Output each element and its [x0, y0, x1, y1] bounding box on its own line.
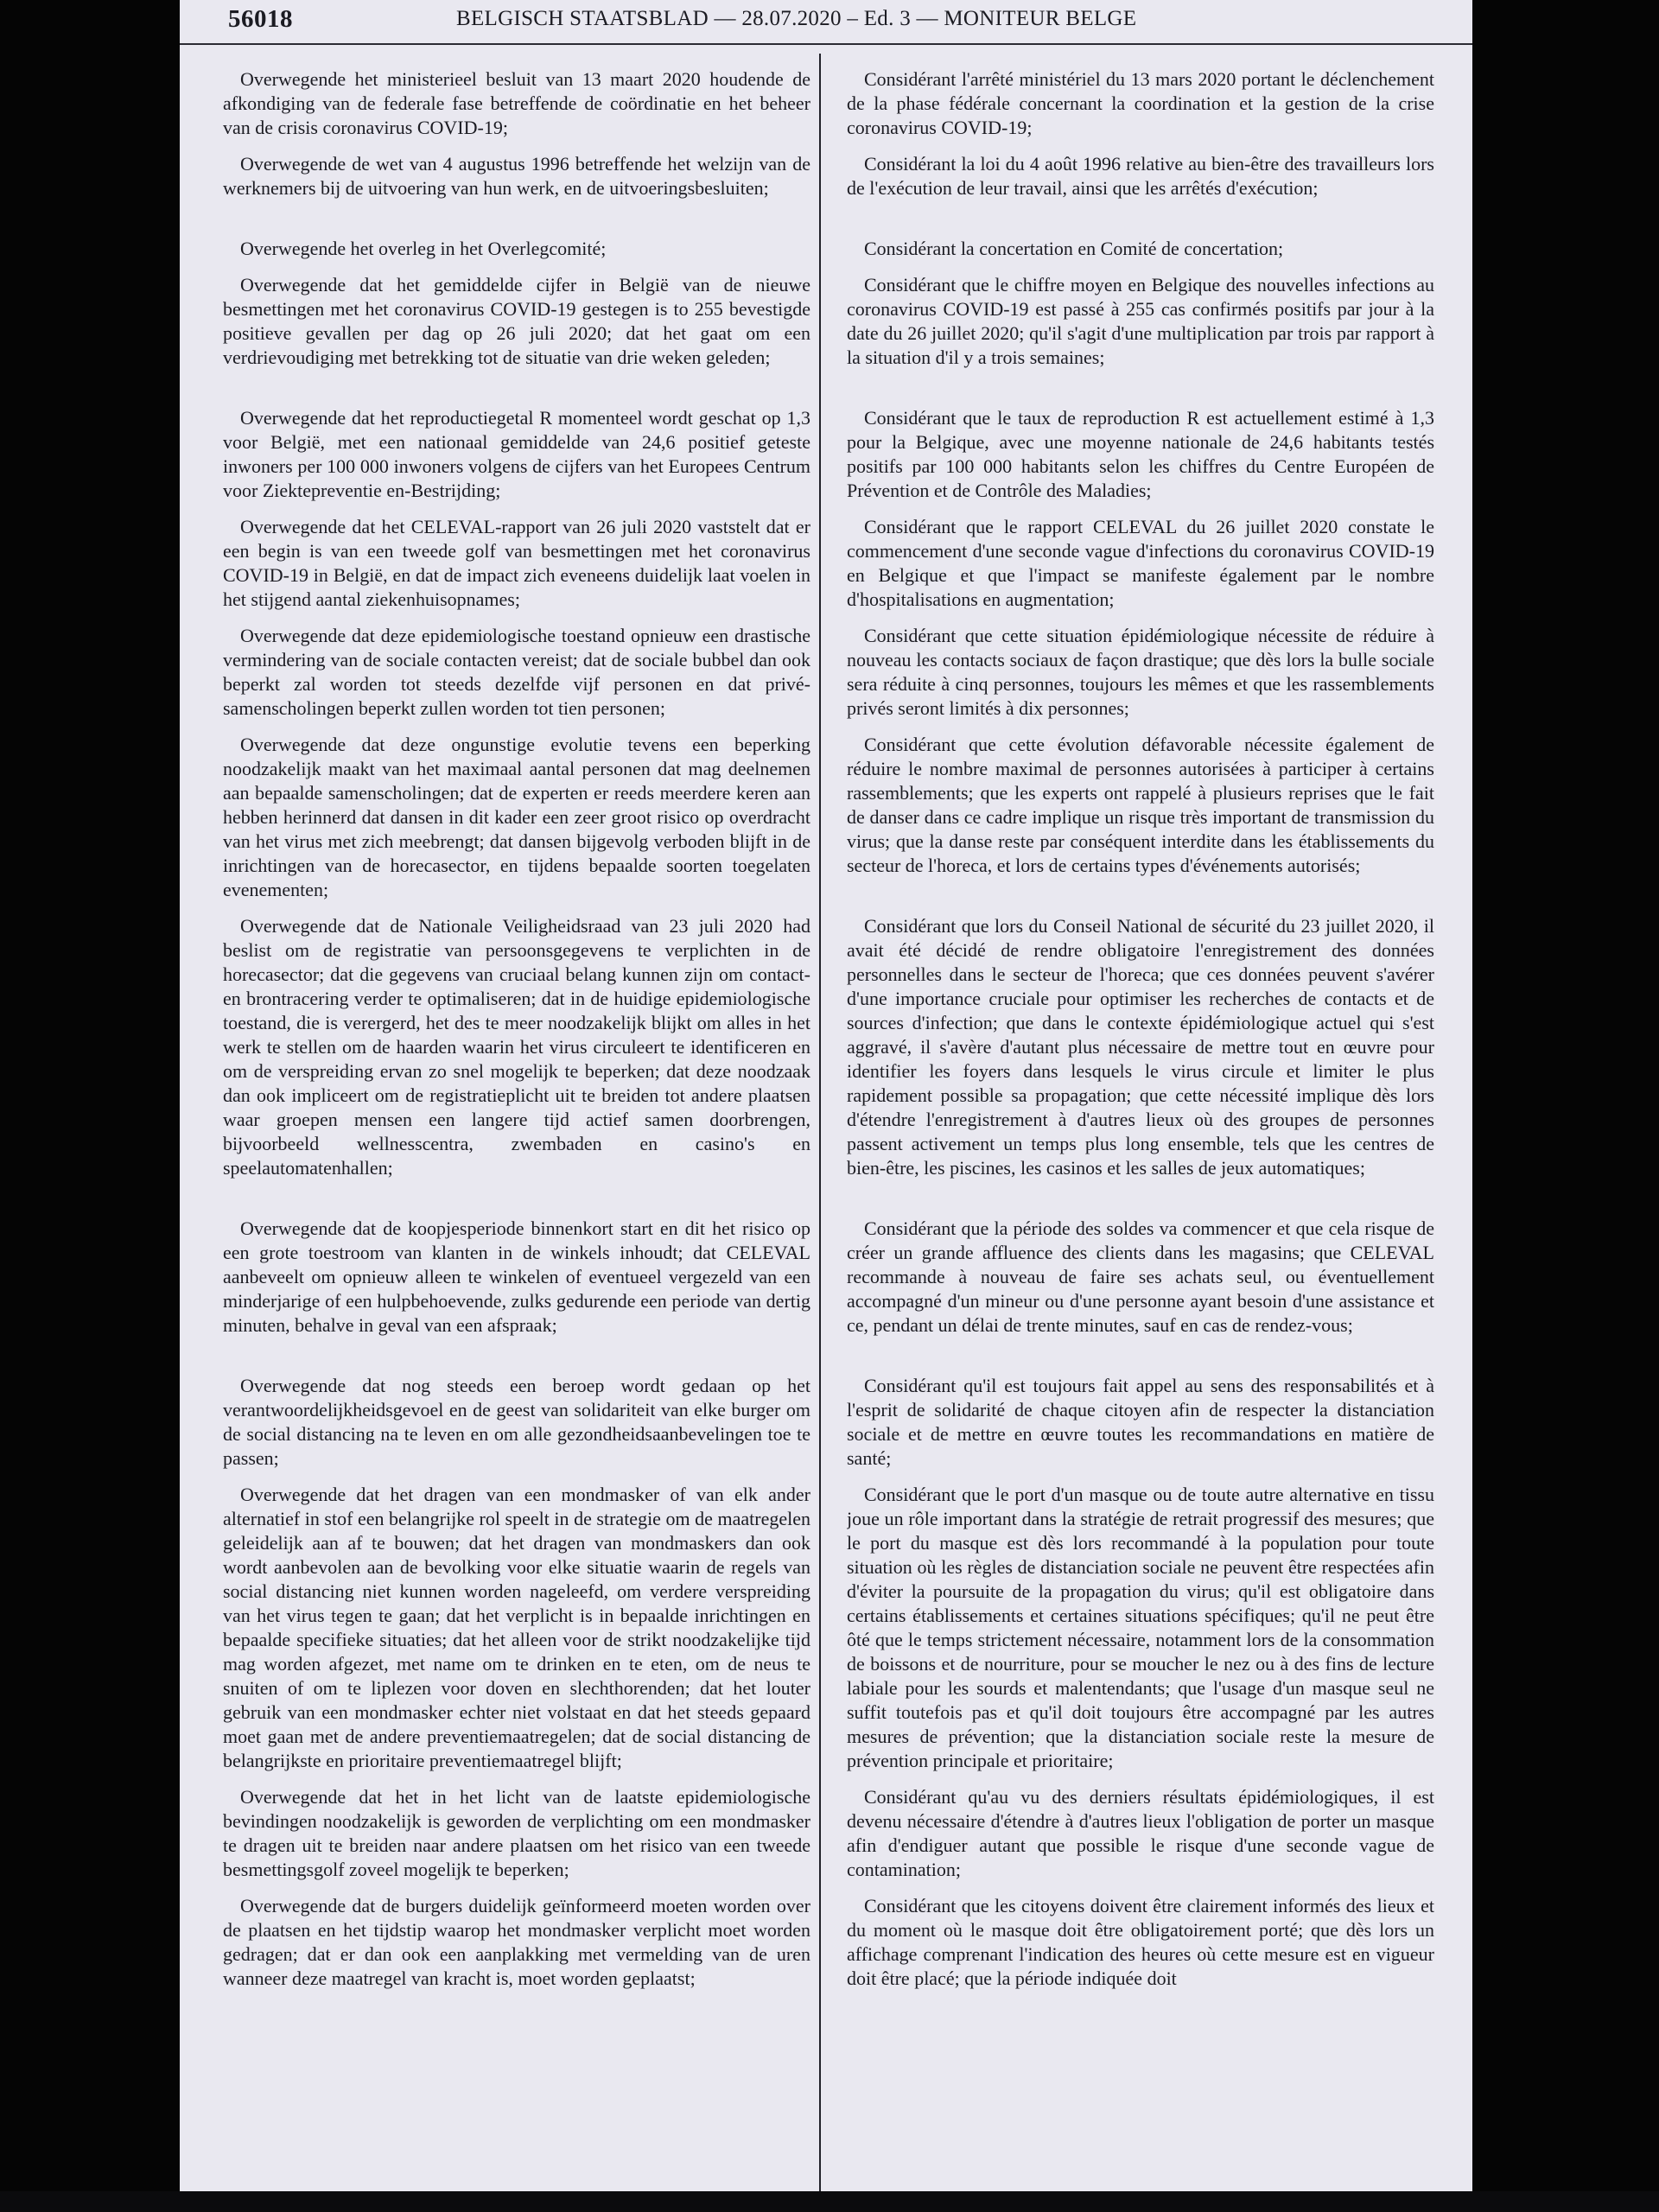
- fr-paragraph: Considérant que la période des soldes va commencer et que cela risque de créer un grande affluence des clients dans les magasins; que CELEVAL recommande à nouveau de faire ses achats seul, ou éventuellement accompagné d'un mineur ou d'une personne ayant besoin d'une assistance et ce, pendant un délai de trente minutes, sauf en cas de rendez-vous;: [847, 1217, 1434, 1336]
- fr-paragraph: Considérant qu'il est toujours fait appel au sens des responsabilités et à l'esprit de solidarité de chaque citoyen afin de respecter la distanciation sociale et de mettre en œuvre toutes les recommandations en matière de santé;: [847, 1375, 1434, 1469]
- nl-paragraph: Overwegende dat het in het licht van de laatste epidemiologische bevindingen noodzakelijk is geworden de verplichting om een mondmasker te dragen uit te breiden naar andere plaatsen om het risico van een tweede besmettingsgolf zoveel mogelijk te beperken;: [223, 1786, 810, 1880]
- fr-paragraph: Considérant que les citoyens doivent être clairement informés des lieux et du moment où le masque doit être obligatoirement porté; que dès lors un affichage comprenant l'indication des heures où cette mesure est en vigueur doit être placé; que la période indiquée doit: [847, 1895, 1434, 1989]
- nl-paragraph: Overwegende dat het CELEVAL-rapport van 26 juli 2020 vaststelt dat er een begin is van een tweede golf van besmettingen met het coronavirus COVID-19 in België, en dat de impact zich eveneens duidelijk laat voelen in het stijgend aantal ziekenhuisopnames;: [223, 516, 810, 610]
- nl-paragraph: Overwegende het ministerieel besluit van 13 maart 2020 houdende de afkondiging van de federale fase betreffende de coördinatie en het beheer van de crisis coronavirus COVID-19;: [223, 68, 810, 138]
- nl-paragraph: Overwegende dat nog steeds een beroep wordt gedaan op het verantwoordelijkheidsgevoel en de geest van solidariteit van elke burger om de social distancing na te leven en om alle gezondheidsaanbevelingen toe te passen;: [223, 1375, 810, 1469]
- nl-paragraph: Overwegende dat deze epidemiologische toestand opnieuw een drastische vermindering van de sociale contacten vereist; dat de sociale bubbel dan ook beperkt zal worden tot steeds dezelfde vijf personen en dat privé-samenscholingen beperkt zullen worden tot tien personen;: [223, 625, 810, 719]
- fr-paragraph: Considérant qu'au vu des derniers résultats épidémiologiques, il est devenu nécessaire d'étendre à d'autres lieux l'obligation de porter un masque afin d'endiguer autant que possible le risque d'une seconde vague de contamination;: [847, 1786, 1434, 1880]
- fr-paragraph: Considérant que le chiffre moyen en Belgique des nouvelles infections au coronavirus COVID-19 est passé à 255 cas confirmés positifs par jour à la date du 26 juillet 2020; qu'il s'agit d'une multiplication par trois par rapport à la situation d'il y a trois semaines;: [847, 274, 1434, 368]
- nl-paragraph: Overwegende het overleg in het Overlegcomité;: [240, 238, 607, 259]
- fr-paragraph: Considérant que le taux de reproduction R est actuellement estimé à 1,3 pour la Belgique, avec une moyenne nationale de 24,6 habitants testés positifs par 100 000 habitants selon les chiffres du Centre Européen de Prévention et de Contrôle des Maladies;: [847, 407, 1434, 501]
- fr-paragraph: Considérant que cette évolution défavorable nécessite également de réduire le nombre maximal de personnes autorisées à participer à certains rassemblements; que les experts ont rappelé à plusieurs reprises que le fait de danser dans ce cadre implique un risque très important de transmission du virus; que la danse reste par conséquent interdite dans les établissements du secteur de l'horeca, et lors de certains types d'événements autorisés;: [847, 734, 1434, 876]
- column-divider: [819, 54, 821, 2191]
- fr-paragraph: Considérant que le port d'un masque ou de toute autre alternative en tissu joue un rôle important dans la stratégie de retrait progressif des mesures; que le port du masque est dès lors recommandé à la population pour toute situation où les règles de distanciation sociale ne peuvent être respectées afin d'éviter la poursuite de la propagation du virus; qu'il est obligatoire dans certains établissements et certaines situations spécifiques; qu'il ne peut être ôté que le temps strictement nécessaire, notamment lors de la consommation de boissons et de nourriture, pour se moucher le nez ou à des fins de lecture labiale pour les sourds et malentendants; que l'usage d'un masque seul ne suffit toutefois pas et qu'il doit toujours être accompagné par les autres mesures de prévention; que la distanciation sociale reste la mesure de prévention principale et prioritaire;: [847, 1484, 1434, 1771]
- nl-paragraph: Overwegende dat de Nationale Veiligheidsraad van 23 juli 2020 had beslist om de registratie van persoonsgegevens te verplichten in de horecasector; dat die gegevens van cruciaal belang kunnen zijn om contact- en brontracering verder te optimaliseren; dat in de huidige epidemiologische toestand, die is verergerd, het des te meer noodzakelijk blijkt om alles in het werk te stellen om de haarden waarin het virus circuleert te identificeren en om de verspreiding ervan zo snel mogelijk te beperken; dat deze noodzaak dan ook impliceert om de registratieplicht uit te breiden tot andere plaatsen waar groepen mensen een langere tijd actief samen doorbrengen, bijvoorbeeld wellnesscentra, zwembaden en casino's en speelautomatenhallen;: [223, 915, 810, 1179]
- nl-paragraph: Overwegende dat de burgers duidelijk geïnformeerd moeten worden over de plaatsen en het tijdstip waarop het mondmasker verplicht moet worden gedragen; dat er dan ook een aanplakking met vermelding van de uren wanneer deze maatregel van kracht is, moet worden geplaatst;: [223, 1895, 810, 1989]
- nl-paragraph: Overwegende de wet van 4 augustus 1996 betreffende het welzijn van de werknemers bij de uitvoering van hun werk, en de uitvoeringsbesluiten;: [223, 153, 810, 199]
- nl-paragraph: Overwegende dat het dragen van een mondmasker of van elk ander alternatief in stof een belangrijke rol speelt in de strategie om de maatregelen geleidelijk aan af te bouwen; dat het dragen van mondmaskers dan ook wordt aanbevolen aan de bevolking voor elke situatie waarin de regels van social distancing niet kunnen worden nageleefd, om verdere verspreiding van het virus tegen te gaan; dat het verplicht is in bepaalde inrichtingen en bepaalde specifieke situaties; dat het alleen voor de strikt noodzakelijke tijd mag worden afgezet, met name om te drinken en te eten, om de neus te snuiten of om te liplezen voor doven en slechthorenden; dat het louter gebruik van een mondmasker echter niet volstaat en dat het steeds gepaard moet gaan met de andere preventiemaatregelen; dat de social distancing de belangrijkste en prioritaire preventiemaatregel blijft;: [223, 1484, 810, 1771]
- page-number: 56018: [228, 5, 293, 33]
- fr-paragraph: Considérant que lors du Conseil National de sécurité du 23 juillet 2020, il avait été décidé de rendre obligatoire l'enregistrement des données personnelles dans le secteur de l'horeca; que ces données peuvent s'avérer d'une importance cruciale pour optimiser les recherches de contacts et de sources d'infection; que dans le contexte épidémiologique actuel qui s'est aggravé, il s'avère d'autant plus nécessaire de mettre tout en œuvre pour identifier les foyers dans lesquels le virus circule et limiter le plus rapidement possible sa propagation; que cette nécessité implique dès lors d'étendre l'enregistrement à d'autres lieux où des groupes de personnes passent activement un temps plus long ensemble, tels que les centres de bien-être, les piscines, les casinos et les salles de jeux automatiques;: [847, 915, 1434, 1179]
- running-title: BELGISCH STAATSBLAD — 28.07.2020 – Ed. 3 — MONITEUR BELGE: [456, 7, 1137, 30]
- nl-paragraph: Overwegende dat deze ongunstige evolutie tevens een beperking noodzakelijk maakt van het maximaal aantal personen dat mag deelnemen aan bepaalde samenscholingen; dat de experten er reeds meerdere keren aan hebben herinnerd dat dansen in dit kader een zeer groot risico op overdracht van het virus met zich meebrengt; dat dansen bijgevolg verboden blijft in de inrichtingen van de horecasector, en tijdens bepaalde soorten toegelaten evenementen;: [223, 734, 810, 900]
- page-header: [180, 0, 1472, 45]
- dutch-column: [223, 67, 810, 1991]
- french-column: [847, 67, 1434, 1991]
- nl-paragraph: Overwegende dat de koopjesperiode binnenkort start en dit het risico op een grote toestroom van klanten in de winkels inhoudt; dat CELEVAL aanbeveelt om opnieuw alleen te winkelen of eventueel vergezeld van een minderjarige of een hulpbehoevende, zulks gedurende een periode van dertig minuten, behalve in geval van een afspraak;: [223, 1217, 810, 1336]
- gazette-page: [180, 0, 1472, 2191]
- fr-paragraph: Considérant que le rapport CELEVAL du 26 juillet 2020 constate le commencement d'une seconde vague d'infections du coronavirus COVID-19 en Belgique et que l'impact se manifeste également par le nombre d'hospitalisations en augmentation;: [847, 516, 1434, 610]
- taskbar-strip: [0, 2191, 1659, 2212]
- fr-paragraph: Considérant l'arrêté ministériel du 13 mars 2020 portant le déclenchement de la phase fédérale concernant la coordination et la gestion de la crise coronavirus COVID-19;: [847, 68, 1434, 138]
- nl-paragraph: Overwegende dat het reproductiegetal R momenteel wordt geschat op 1,3 voor België, met een nationaal gemiddelde van 24,6 positief geteste inwoners per 100 000 inwoners volgens de cijfers van het Europees Centrum voor Ziektepreventie en-Bestrijding;: [223, 407, 810, 501]
- nl-paragraph: Overwegende dat het gemiddelde cijfer in België van de nieuwe besmettingen met het coronavirus COVID-19 gestegen is to 255 bevestigde positieve gevallen per dag op 26 juli 2020; dat het gaat om een verdrievoudiging met betrekking tot de situatie van drie weken geleden;: [223, 274, 810, 368]
- fr-paragraph: Considérant la concertation en Comité de concertation;: [864, 238, 1284, 259]
- fr-paragraph: Considérant la loi du 4 août 1996 relative au bien-être des travailleurs lors de l'exécution de leur travail, ainsi que les arrêtés d'exécution;: [847, 153, 1434, 199]
- fr-paragraph: Considérant que cette situation épidémiologique nécessite de réduire à nouveau les contacts sociaux de façon drastique; que dès lors la bulle sociale sera réduite à cinq personnes, toujours les mêmes et que les rassemblements privés seront limités à dix personnes;: [847, 625, 1434, 719]
